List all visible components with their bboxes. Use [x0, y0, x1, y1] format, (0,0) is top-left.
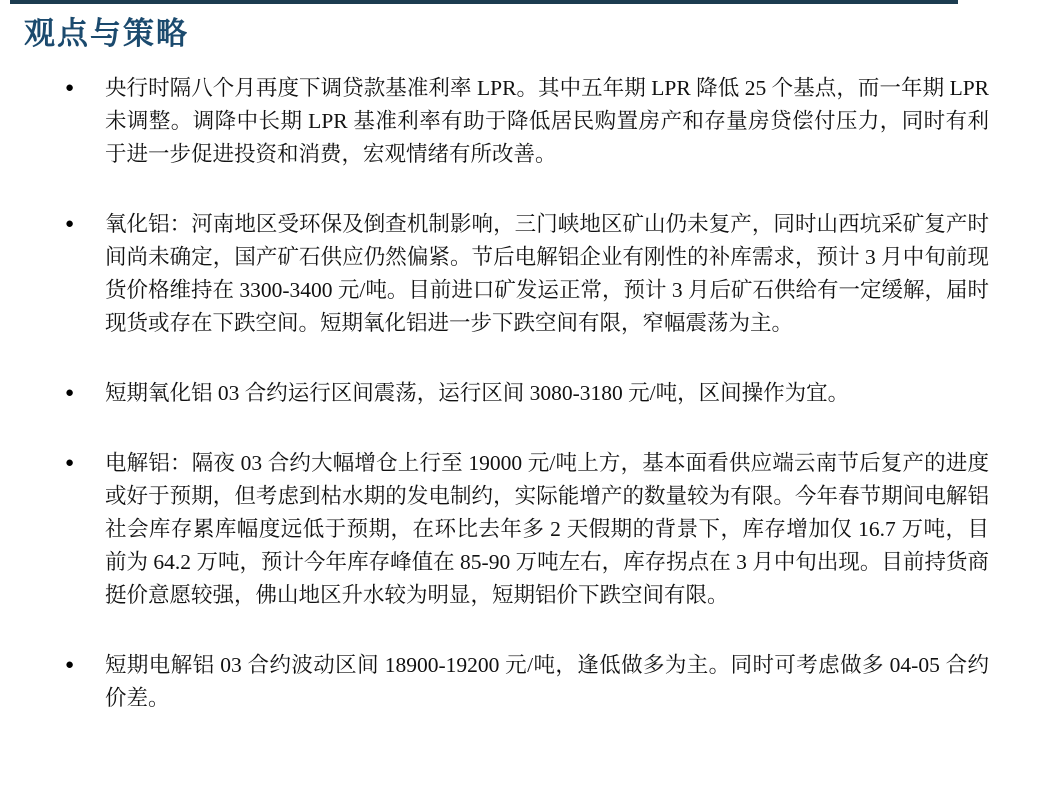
- bullet-icon: ●: [65, 216, 75, 232]
- bullet-icon: ●: [65, 657, 75, 673]
- bullet-text-aluminum-strategy: 短期电解铝 03 合约波动区间 18900-19200 元/吨，逢低做多为主。同时可考虑做多 04-05 合约价差。: [105, 653, 989, 710]
- top-rule: [10, 0, 958, 4]
- bullet-icon: ●: [65, 80, 75, 96]
- page-title: 观点与策略: [24, 16, 189, 51]
- bullet-text-alumina-analysis: 氧化铝：河南地区受环保及倒查机制影响，三门峡地区矿山仍未复产，同时山西坑采矿复产时间尚未确定，国产矿石供应仍然偏紧。节后电解铝企业有刚性的补库需求，预计 3 月中旬前现货价格维持在 3300-3400 元/吨。目前进口矿发运正常，预计 3 月后矿石供给有一定缓解，届时现货或存在下跌空间。短期氧化铝进一步下跌空间有限，窄幅震荡为主。: [105, 212, 989, 335]
- bullet-text-lpr: 央行时隔八个月再度下调贷款基准利率 LPR。其中五年期 LPR 降低 25 个基点，而一年期 LPR 未调整。调降中长期 LPR 基准利率有助于降低居民购置房产和存量房贷偿付压力，同时有利于进一步促进投资和消费，宏观情绪有所改善。: [105, 76, 989, 166]
- bullet-item-aluminum-strategy: [65, 649, 989, 715]
- bullet-text-alumina-strategy: 短期氧化铝 03 合约运行区间震荡，运行区间 3080-3180 元/吨，区间操作为宜。: [105, 381, 850, 405]
- bullet-icon: ●: [65, 385, 75, 401]
- bullet-item-aluminum-analysis: [65, 447, 989, 612]
- bullet-text-aluminum-analysis: 电解铝：隔夜 03 合约大幅增仓上行至 19000 元/吨上方，基本面看供应端云南节后复产的进度或好于预期，但考虑到枯水期的发电制约，实际能增产的数量较为有限。今年春节期间电解铝社会库存累库幅度远低于预期，在环比去年多 2 天假期的背景下，库存增加仅 16.7 万吨，目前为 64.2 万吨，预计今年库存峰值在 85-90 万吨左右，库存拐点在 3 月中旬出现。目前持货商挺价意愿较强，佛山地区升水较为明显，短期铝价下跌空间有限。: [105, 451, 989, 607]
- bullet-list: [65, 72, 989, 715]
- bullet-item-lpr: [65, 72, 989, 171]
- bullet-item-alumina-strategy: [65, 377, 989, 410]
- bullet-item-alumina-analysis: [65, 208, 989, 340]
- bullet-icon: ●: [65, 455, 75, 471]
